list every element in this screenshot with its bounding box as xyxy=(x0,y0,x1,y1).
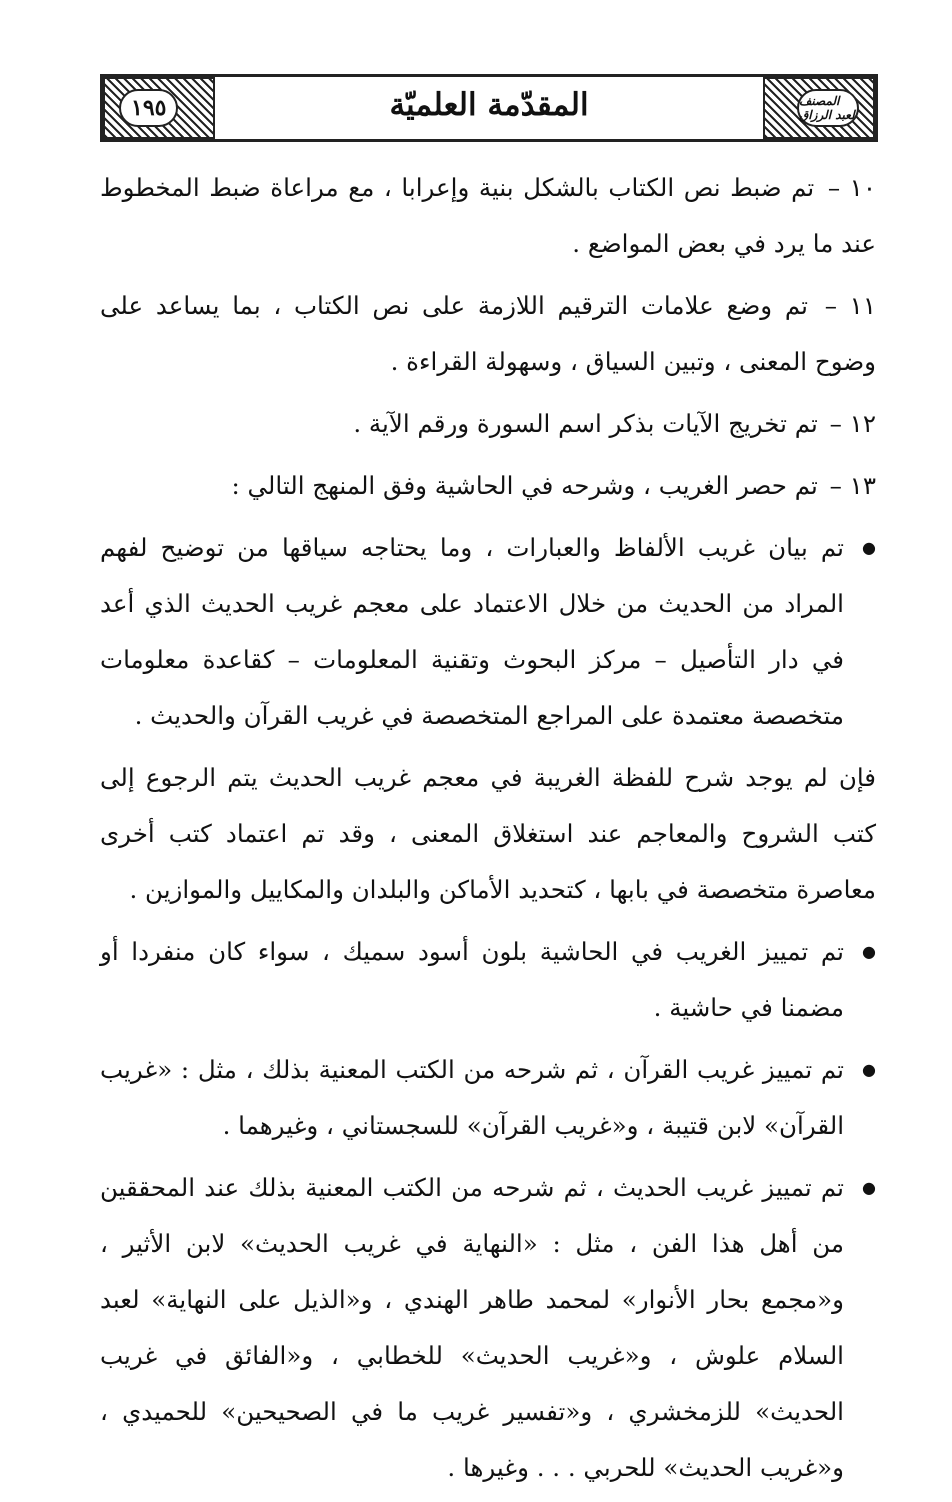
item-13: ١٣ – تم حصر الغريب ، وشرحه في الحاشية وفق المنهج التالي : xyxy=(231,471,876,500)
ornament-left xyxy=(103,77,215,139)
page-header xyxy=(100,74,878,142)
item-10: ١٠ – تم ضبط نص الكتاب بالشكل بنية وإعرابا ، مع مراعاة ضبط المخطوط عند ما يرد في بعض المواضع . xyxy=(100,173,876,258)
item-12: ١٢ – تم تخريج الآيات بذكر اسم السورة ورقم الآية . xyxy=(353,409,876,438)
publisher-logo: المصنف لعبد الرزاق xyxy=(797,89,859,127)
page-title: المقدّمة العلميّة xyxy=(389,87,589,123)
bullet-hadith-gharib: ● تم تمييز غريب الحديث ، ثم شرحه من الكتب المعنية بذلك عند المحققين من أهل هذا الفن ، مثل : «النهاية في غريب الحديث» لابن الأثير ، و«مجمع بحار الأنوار» لمحمد طاهر الهندي ، و«الذيل على النهاية» لعبد السلام علوش ، و«غريب الحديث» للخطابي ، و«الفائق في غريب الحديث» للزمخشري ، و«تفسير غريب ما في الصحيحين» للحميدي ، و«غريب الحديث» للحربي . . . وغيرها . xyxy=(100,1160,876,1496)
bullet-bold-marking: ● تم تمييز الغريب في الحاشية بلون أسود سميك ، سواء كان منفردا أو مضمنا في حاشية . xyxy=(100,924,876,1036)
page-body xyxy=(100,160,876,1502)
ornament-right xyxy=(763,77,875,139)
paragraph-fallback: فإن لم يوجد شرح للفظة الغريبة في معجم غريب الحديث يتم الرجوع إلى كتب الشروح والمعاجم عند استغلاق المعنى ، وقد تم اعتماد كتب أخرى معاصرة متخصصة في بابها ، كتحديد الأماكن والبلدان والمكاييل والموازين . xyxy=(100,763,876,904)
bullet-gharib-words: ● تم بيان غريب الألفاظ والعبارات ، وما يحتاجه سياقها من توضيح لفهم المراد من الحديث من خلال الاعتماد على معجم غريب الحديث الذي أعد في دار التأصيل – مركز البحوث وتقنية المعلومات – كقاعدة معلومات متخصصة معتمدة على المراجع المتخصصة في غريب القرآن والحديث . xyxy=(100,520,876,744)
page-number: ١٩٥ xyxy=(119,89,178,127)
item-11: ١١ – تم وضع علامات الترقيم اللازمة على نص الكتاب ، بما يساعد على وضوح المعنى ، وتبين السياق ، وسهولة القراءة . xyxy=(100,291,876,376)
bullet-quran-gharib: ● تم تمييز غريب القرآن ، ثم شرحه من الكتب المعنية بذلك ، مثل : «غريب القرآن» لابن قتيبة ، و«غريب القرآن» للسجستاني ، وغيرهما . xyxy=(100,1042,876,1154)
